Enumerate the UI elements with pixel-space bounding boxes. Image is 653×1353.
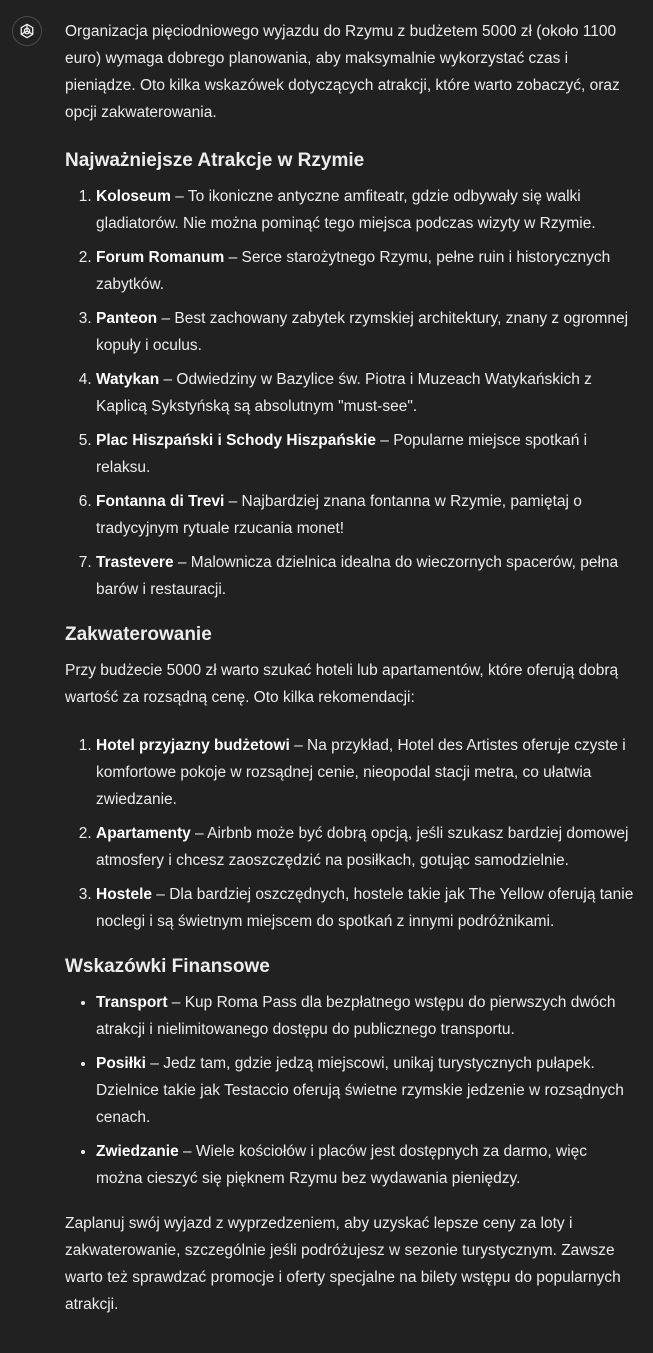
openai-logo-icon (17, 21, 37, 41)
accommodation-intro: Przy budżecie 5000 zł warto szukać hoteli lub apartamentów, które oferują dobrą wartość za rozsądną cenę. Oto kilka rekomendacji: (65, 662, 619, 706)
item-description: – Kup Roma Pass dla bezpłatnego wstępu do pierwszych dwóch atrakcji i nielimitowanego dostępu do publicznego transportu. (96, 994, 616, 1038)
item-title: Panteon (96, 310, 158, 327)
finance-heading: Wskazówki Finansowe (65, 956, 270, 977)
item-description: – Popularne miejsce spotkań i relaksu. (96, 432, 588, 476)
accommodation-heading: Zakwaterowanie (65, 624, 212, 645)
item-description: – Jedz tam, gdzie jedzą miejscowi, unikaj turystycznych pułapek. Dzielnice takie jak Testaccio oferują świetne rzymskie jedzenie w rozsądnych cenach. (96, 1055, 624, 1126)
item-title: Posiłki (96, 1055, 146, 1072)
item-description: – Wiele kościołów i placów jest dostępnych za darmo, więc można cieszyć się pięknem Rzymu bez wydawania pieniędzy. (96, 1143, 588, 1187)
item-title: Hotel przyjazny budżetowi (96, 737, 290, 754)
item-description: – To ikoniczne antyczne amfiteatr, gdzie odbywały się walki gladiatorów. Nie można pominąć tego miejsca podczas wizyty w Rzymie. (96, 188, 596, 232)
assistant-message (65, 18, 635, 1318)
item-description: – Odwiedziny w Bazylice św. Piotra i Muzeach Watykańskich z Kaplicą Sykstyńską są absolutnym "must-see". (96, 371, 592, 415)
item-title: Forum Romanum (96, 249, 225, 266)
item-title: Koloseum (96, 188, 171, 205)
item-description: – Dla bardziej oszczędnych, hostele takie jak The Yellow oferują tanie noclegi i są świetnym miejscem do spotkań z innymi podróżnikami. (96, 886, 634, 930)
item-description: – Serce starożytnego Rzymu, pełne ruin i historycznych zabytków. (96, 249, 611, 293)
item-description: – Najbardziej znana fontanna w Rzymie, pamiętaj o tradycyjnym rytuale rzucania monet! (96, 493, 582, 537)
item-title: Fontanna di Trevi (96, 493, 225, 510)
item-title: Apartamenty (96, 825, 191, 842)
list-item (96, 488, 635, 542)
item-title: Plac Hiszpański i Schody Hiszpańskie (96, 432, 376, 449)
finance-list (65, 989, 635, 1192)
item-description: – Malownicza dzielnica idealna do wieczornych spacerów, pełna barów i restauracji. (96, 554, 619, 598)
list-item (96, 183, 635, 237)
item-title: Watykan (96, 371, 160, 388)
accommodation-list (65, 732, 635, 935)
item-title: Transport (96, 994, 168, 1011)
list-item (96, 1050, 635, 1131)
intro-paragraph: Organizacja pięciodniowego wyjazdu do Rzymu z budżetem 5000 zł (około 1100 euro) wymaga dobrego planowania, aby maksymalnie wykorzystać czas i pieniądze. Oto kilka wskazówek dotyczących atrakcji, które warto zobaczyć, oraz opcji zakwaterowania. (65, 23, 620, 121)
item-description: – Na przykład, Hotel des Artistes oferuje czyste i komfortowe pokoje w rozsądnej cenie, nieopodal stacji metra, co ułatwia zwiedzanie. (96, 737, 626, 808)
list-item (96, 244, 635, 298)
list-item (96, 881, 635, 935)
list-item (96, 427, 635, 481)
list-item (96, 989, 635, 1043)
attractions-list (65, 183, 635, 603)
list-item (96, 732, 635, 813)
attractions-heading: Najważniejsze Atrakcje w Rzymie (65, 150, 365, 171)
assistant-avatar (12, 16, 42, 46)
list-item (96, 820, 635, 874)
closing-paragraph: Zaplanuj swój wyjazd z wyprzedzeniem, aby uzyskać lepsze ceny za loty i zakwaterowanie, szczególnie jeśli podróżujesz w sezonie turystycznym. Zawsze warto też sprawdzać promocje i oferty specjalne na bilety wstępu do popularnych atrakcji. (65, 1215, 621, 1313)
list-item (96, 305, 635, 359)
list-item (96, 1138, 635, 1192)
list-item (96, 366, 635, 420)
list-item (96, 549, 635, 603)
item-description: – Airbnb może być dobrą opcją, jeśli szukasz bardziej domowej atmosfery i chcesz zaoszczędzić na posiłkach, gotując samodzielnie. (96, 825, 629, 869)
item-description: – Best zachowany zabytek rzymskiej architektury, znany z ogromnej kopuły i oculus. (96, 310, 629, 354)
item-title: Zwiedzanie (96, 1143, 179, 1160)
item-title: Hostele (96, 886, 152, 903)
item-title: Trastevere (96, 554, 174, 571)
